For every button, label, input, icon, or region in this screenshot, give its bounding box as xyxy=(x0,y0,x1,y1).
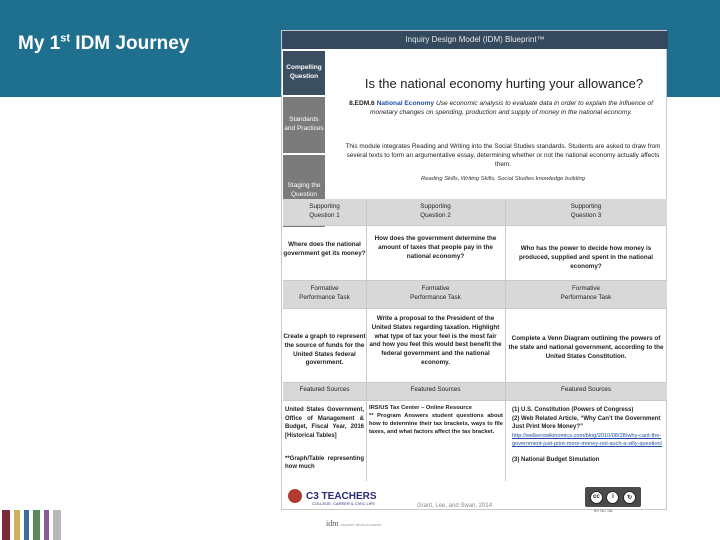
decor-bar xyxy=(33,510,40,540)
sources-column-2: IRS/US Tax Center – Online Resource ** Program Answers student questions about how to determine their tax brackets, ways to file taxes, and what factors affect the tax bracket. xyxy=(369,405,503,436)
slide-title: My 1st IDM Journey xyxy=(18,32,190,54)
decor-bar xyxy=(24,510,29,540)
row-divider xyxy=(283,400,667,401)
idm-logo: idm INQUIRY DESIGN MODEL xyxy=(326,519,382,528)
standards-label: Standards and Practices xyxy=(283,97,325,153)
standard-text: 8.EDM.6 National Economy Use economic analysis to evaluate data in order to explain the influence of monetary changes on spending, production and supply of money in the national economy. xyxy=(349,100,653,117)
row-divider xyxy=(283,280,667,281)
citation: Grant, Lee, and Swan, 2014 xyxy=(417,503,493,509)
formative-task-1: Create a graph to represent the source of funds for the United States federal government. xyxy=(283,333,366,367)
compelling-question: Is the national economy hurting your allowance? xyxy=(364,76,644,91)
staging-label: Staging the Question xyxy=(283,155,325,227)
decor-bar xyxy=(44,510,49,540)
formative-3-label: Formative Performance Task xyxy=(560,285,612,301)
column-divider xyxy=(505,199,506,481)
row-divider xyxy=(283,225,667,226)
featured-sources-label-1: Featured Sources xyxy=(299,386,350,393)
supporting-1-label: Supporting Question 1 xyxy=(309,203,340,219)
sources-column-3: (1) U.S. Constitution (Powers of Congress) (2) Web Related Article, “Why Can’t the Government Just Print More Money?” http://welkerswikinomics.com/blog/2010/08/28/why-cant-the-government-just-print-more-money-not-such-a-silly-question/ (3) National Budget Simulation xyxy=(512,406,666,465)
blueprint-header: Inquiry Design Model (IDM) Blueprint™ xyxy=(282,31,668,49)
creative-commons-badge xyxy=(585,487,641,507)
supporting-question-1: Where does the national government get its money? xyxy=(283,241,366,257)
attribution-icon: i xyxy=(606,491,619,504)
supporting-question-2: How does the government determine the amount of taxes that people pay in the national economy? xyxy=(374,235,497,260)
featured-sources-label-3: Featured Sources xyxy=(560,386,612,393)
formative-1-label: Formative Performance Task xyxy=(299,285,350,301)
decor-bar xyxy=(2,510,10,540)
column-divider xyxy=(366,199,367,481)
skills-text: Reading Skills, Writing Skills, Social Studies knowledge building xyxy=(420,176,585,182)
formative-2-label: Formative Performance Task xyxy=(410,285,461,301)
compelling-question-label: Compelling Question xyxy=(283,51,325,95)
decor-bar xyxy=(53,510,61,540)
source-link[interactable]: http://welkerswikinomics.com/blog/2010/08/28/why-cant-the-government-just-print-more-money-not-such-a-silly-question/ xyxy=(512,433,663,448)
sources-column-1: United States Government, Office of Management & Budget, Fiscal Year, 2016 [Historical Tables] **Graph/Table representing how much xyxy=(285,407,364,471)
row-divider xyxy=(283,308,667,309)
formative-task-2: Write a proposal to the President of the United States regarding taxation. Highlight what type of tax your feel is the most fair and how you feel this would best benefit the federal government and the national economy. xyxy=(369,315,502,367)
c3-teachers-logo: C3 TEACHERS COLLEGE, CAREER & CIVIC LIFE xyxy=(288,487,388,505)
share-alike-icon: ↻ xyxy=(623,491,636,504)
c3-logo-icon xyxy=(288,489,302,503)
decor-bar xyxy=(14,510,20,540)
blueprint-document xyxy=(281,30,667,513)
formative-task-3: Complete a Venn Diagram outlining the powers of the state and national government, according to the United States Constitution. xyxy=(508,335,664,360)
featured-sources-label-2: Featured Sources xyxy=(410,386,461,393)
supporting-2-label: Supporting Question 2 xyxy=(420,203,451,219)
row-divider xyxy=(283,382,667,383)
cc-icon: cc xyxy=(590,491,603,504)
supporting-question-3: Who has the power to decide how money is produced, supplied and spent in the national economy? xyxy=(519,245,653,270)
decorative-bars xyxy=(0,510,80,540)
supporting-3-label: Supporting Question 3 xyxy=(570,203,602,219)
staging-text: This module integrates Reading and Writing into the Social Studies standards. Students are asked to draw from several texts to form an argumentative essay, determining whether or not the national economy actually affects them. xyxy=(345,143,661,168)
cc-label: BY NC SA xyxy=(594,508,613,513)
